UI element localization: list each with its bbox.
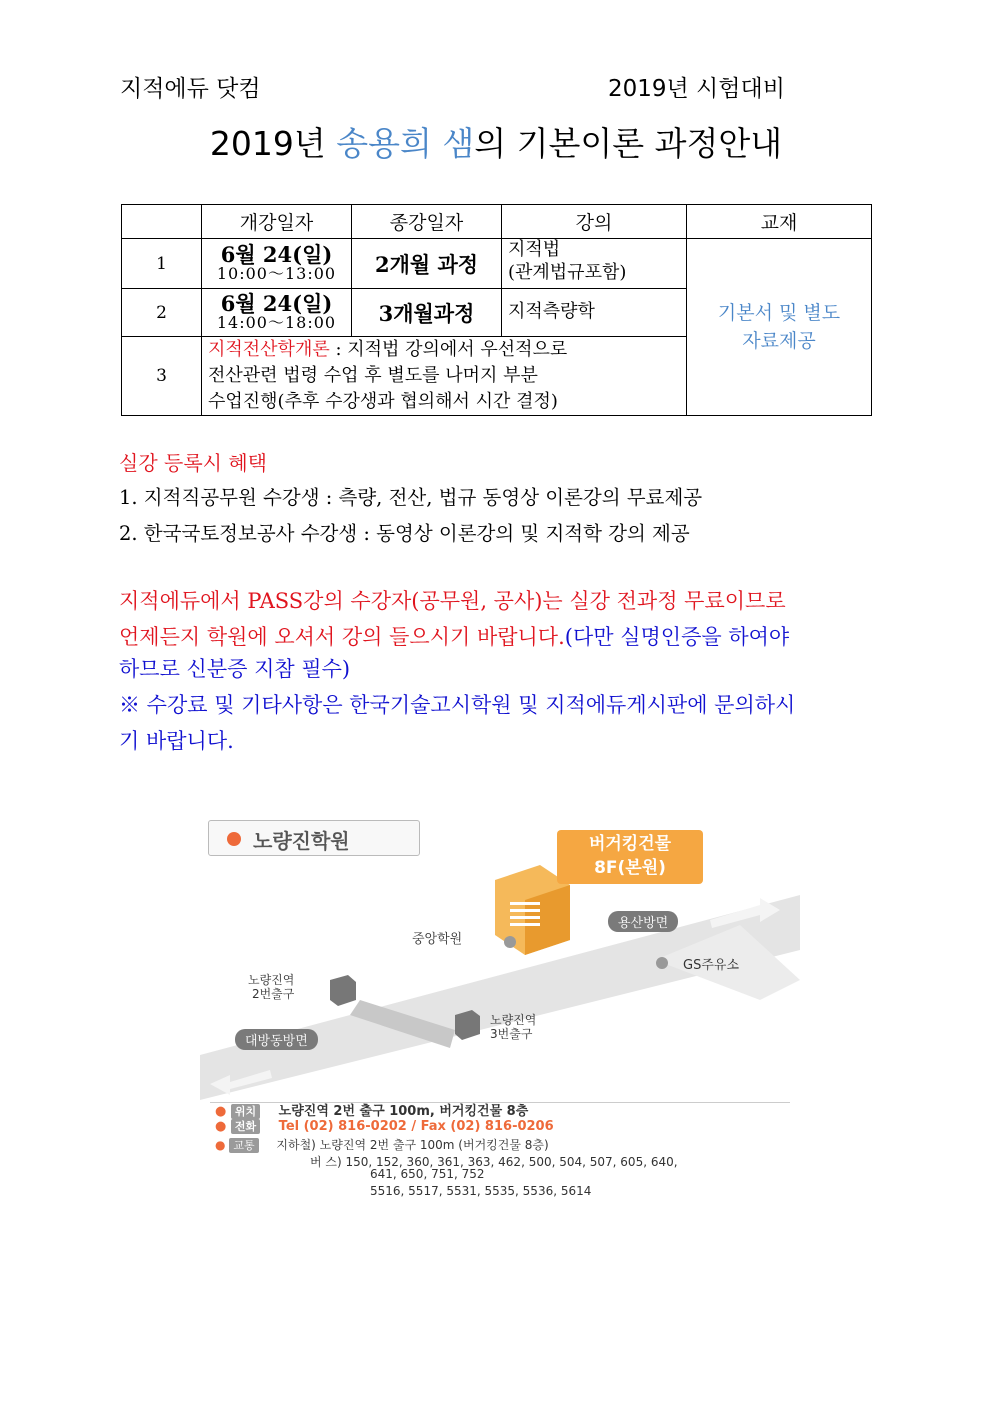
subway-text: 지하철) 노량진역 2번 출구 100m (버거킹건물 8층): [276, 1138, 549, 1152]
note-subject: 지적전산학개론: [208, 339, 330, 360]
start-date-cell: [202, 289, 352, 337]
traffic-row: [215, 1136, 549, 1153]
note-line1: : 지적법 강의에서 우선적으로: [329, 339, 568, 360]
location-row: [215, 1100, 528, 1119]
notice-line-5: 기 바랍니다.: [119, 729, 234, 753]
bus-line-3: 5516, 5517, 5531, 5535, 5536, 5614: [370, 1184, 592, 1198]
traffic-tag: 교통: [229, 1138, 258, 1153]
notice-blue: (다만 실명인증을 하여야: [564, 625, 790, 649]
page-title: [0, 118, 992, 165]
bus-line-2: 641, 650, 751, 752: [370, 1167, 485, 1181]
exit3-icon: [455, 1010, 480, 1040]
building-floor: 8F(본원): [594, 858, 666, 878]
course-period: 2개월 과정: [352, 239, 502, 289]
lecture-name: 지적법: [508, 239, 561, 260]
building-name: 버거킹건물: [588, 834, 672, 854]
title-part1: 2019년: [209, 124, 337, 163]
header-left: 지적에듀 닷컴: [120, 76, 261, 102]
start-time: 14:00～18:00: [216, 313, 337, 333]
course-table: [121, 204, 872, 416]
exit3-line1: 노량진역: [490, 1013, 537, 1027]
row-number: 1: [122, 239, 202, 289]
exit3-line2: 3번출구: [490, 1027, 533, 1041]
benefits-heading: 실강 등록시 혜택: [119, 451, 267, 475]
title-instructor: 송용희 샘: [336, 124, 475, 163]
bus-line-1: 버 스) 150, 152, 360, 361, 363, 462, 500, 504, 507, 605, 640,: [310, 1155, 678, 1169]
textbook-cell: [687, 239, 872, 416]
exit2-line1: 노량진역: [248, 973, 295, 987]
header-right: 2019년 시험대비: [608, 76, 785, 102]
academy-label: 노량진학원: [253, 829, 350, 853]
notice-red: 언제든지 학원에 오셔서 강의 들으시기 바랍니다.: [119, 625, 565, 649]
gs-dot: [656, 957, 668, 969]
central-academy-label: 중앙학원: [412, 932, 463, 947]
location-tag: 위치: [231, 1104, 260, 1119]
start-date-cell: [202, 239, 352, 289]
location-text: 노량진역 2번 출구 100m, 버거킹건물 8층: [278, 1104, 529, 1119]
header-cell-lecture: 강의: [502, 205, 687, 239]
notice-line-1: 지적에듀에서 PASS강의 수강자(공무원, 공사)는 실강 전과정 무료이므로: [119, 589, 786, 613]
textbook-line2: 자료제공: [742, 330, 816, 353]
row-note: [202, 337, 687, 416]
note-line2: 전산관련 법령 수업 후 별도를 나머지 부분: [208, 365, 538, 387]
exit2-line2: 2번출구: [251, 987, 295, 1001]
table-row: [122, 239, 872, 289]
benefit-item-2: 2. 한국국토정보공사 수강생 : 동영상 이론강의 및 지적학 강의 제공: [119, 522, 690, 545]
header-cell-start: 개강일자: [202, 205, 352, 239]
lecture-sub: (관계법규포함): [508, 261, 627, 283]
phone-tag: 전화: [231, 1119, 260, 1134]
title-part2: 의 기본이론 과정안내: [474, 124, 783, 163]
header-cell-book: 교재: [687, 205, 872, 239]
row-number: 2: [122, 289, 202, 337]
note-line3: 수업진행(추후 수강생과 협의해서 시간 결정): [208, 391, 558, 413]
building-callout: [557, 830, 703, 884]
header-cell-end: 종강일자: [352, 205, 502, 239]
gs-label: GS주유소: [683, 958, 739, 973]
course-period: 3개월과정: [352, 289, 502, 337]
location-map: [200, 810, 800, 1210]
exit2-icon: [330, 975, 356, 1006]
benefit-item-1: 1. 지적직공무원 수강생 : 측량, 전산, 법규 동영상 이론강의 무료제공: [119, 486, 703, 509]
row-number: 3: [122, 337, 202, 416]
location-dot-icon: [227, 832, 241, 846]
notice-line-3: 하므로 신분증 지참 필수): [119, 657, 351, 681]
exit3-label: [490, 1013, 536, 1041]
header-cell-blank: [122, 205, 202, 239]
textbook-line1: 기본서 및 별도: [717, 301, 841, 324]
bullet-icon: ●: [215, 1138, 226, 1152]
start-time: 10:00～13:00: [216, 264, 337, 284]
exit2-label: [248, 973, 294, 1001]
daebang-direction: 대방동방면: [235, 1029, 318, 1050]
start-date: 6월 24(일): [220, 242, 333, 268]
phone-text: Tel (02) 816-0202 / Fax (02) 816-0206: [278, 1119, 554, 1134]
lecture-cell: [502, 239, 687, 289]
academy-label-box: [208, 820, 420, 856]
notice-line-4: ※ 수강료 및 기타사항은 한국기술고시학원 및 지적에듀게시판에 문의하시: [119, 693, 796, 717]
lecture-name: 지적측량학: [502, 289, 687, 337]
bullet-icon: ●: [215, 1104, 227, 1119]
start-date: 6월 24(일): [220, 291, 333, 317]
yongsan-direction: 용산방면: [608, 911, 678, 932]
notice-line-2: [119, 619, 874, 655]
central-academy-dot: [504, 936, 516, 948]
bullet-icon: ●: [215, 1119, 227, 1134]
phone-row: [215, 1118, 554, 1134]
